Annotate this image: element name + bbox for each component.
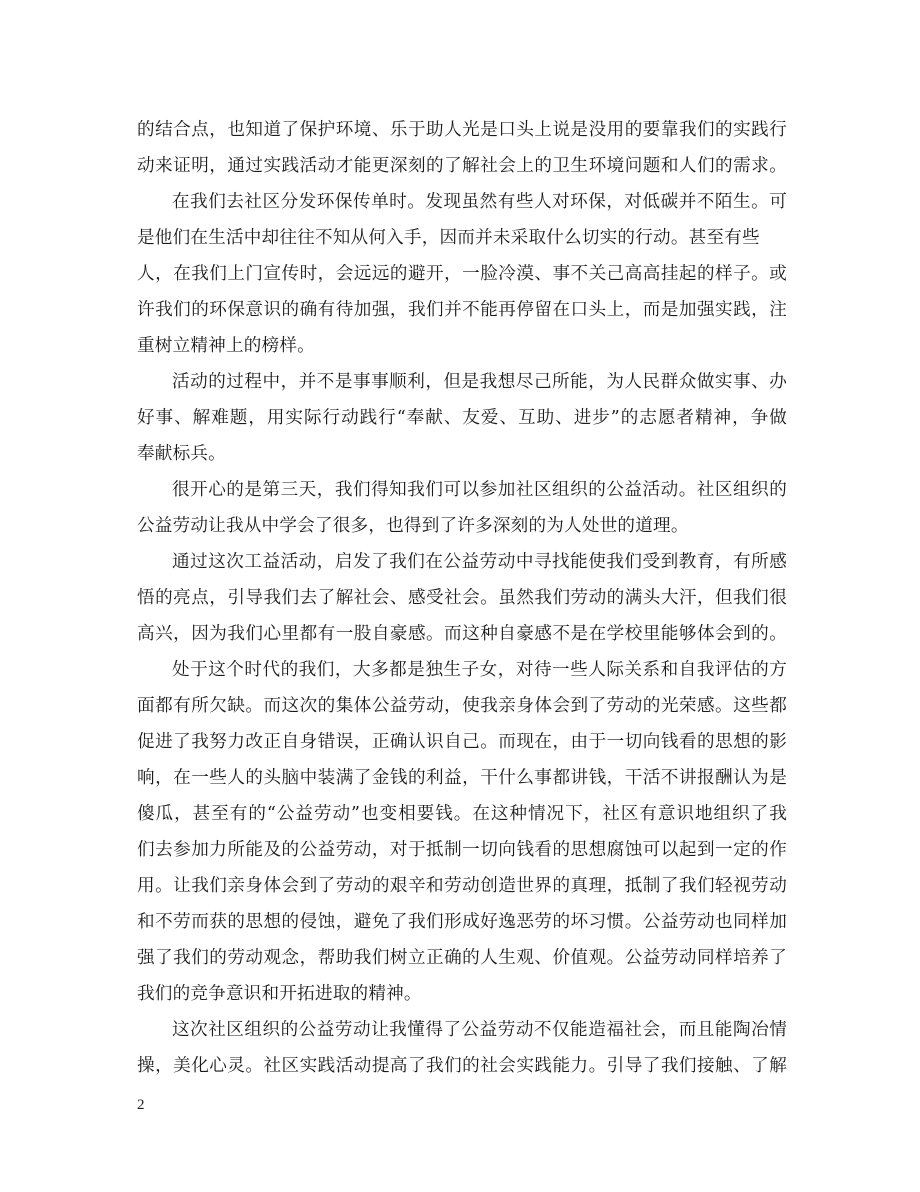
text-line: 动来证明，通过实践活动才能更深刻的了解社会上的卫生环境问题和人们的需求。	[137, 156, 787, 176]
paragraph-first-line: 在我们去社区分发环保传单时。发现虽然有些人对环保，对低碳并不陌生。可	[172, 192, 787, 212]
text-line: 高兴，因为我们心里都有一股自豪感。而这种自豪感不是在学校里能够体会到的。	[137, 624, 787, 644]
page-number: 2	[137, 1097, 145, 1113]
text-line: 面都有所欠缺。而这次的集体公益劳动，使我亲身体会到了劳动的光荣感。这些都	[137, 696, 787, 716]
text-line: 是他们在生活中却往往不知从何入手，因而并未采取什么切实的行动。甚至有些	[137, 228, 760, 248]
text-line: 和不劳而获的思想的侵蚀，避免了我们形成好逸恶劳的坏习惯。公益劳动也同样加	[137, 912, 787, 932]
text-line: 促进了我努力改正自身错误，正确认识自己。而现在，由于一切向钱看的思想的影	[137, 732, 787, 752]
paragraph-first-line: 这次社区组织的公益劳动让我懂得了公益劳动不仅能造福社会，而且能陶冶情	[172, 1020, 787, 1040]
text-line: 好事、解难题，用实际行动践行“奉献、友爱、互助、进步”的志愿者精神，争做	[137, 408, 787, 428]
paragraph-first-line: 活动的过程中，并不是事事顺利，但是我想尽己所能，为人民群众做实事、办	[172, 372, 787, 392]
text-line: 操，美化心灵。社区实践活动提高了我们的社会实践能力。引导了我们接触、了解	[137, 1056, 787, 1076]
text-line: 强了我们的劳动观念，帮助我们树立正确的人生观、价值观。公益劳动同样培养了	[137, 948, 787, 968]
text-line: 傻瓜，甚至有的“公益劳动”也变相要钱。在这种情况下，社区有意识地组织了我	[137, 804, 787, 824]
text-line: 公益劳动让我从中学会了很多，也得到了许多深刻的为人处世的道理。	[137, 516, 689, 536]
text-line: 人，在我们上门宣传时，会远远的避开，一脸冷漠、事不关己高高挂起的样子。或	[137, 264, 787, 284]
text-line: 们去参加力所能及的公益劳动，对于抵制一切向钱看的思想腐蚀可以起到一定的作	[137, 840, 787, 860]
text-line: 重树立精神上的榜样。	[137, 336, 315, 356]
paragraph-first-line: 很开心的是第三天，我们得知我们可以参加社区组织的公益活动。社区组织的	[172, 480, 787, 500]
text-line: 的结合点，也知道了保护环境、乐于助人光是口头上说是没用的要靠我们的实践行	[137, 120, 787, 140]
text-line: 我们的竞争意识和开拓进取的精神。	[137, 984, 422, 1004]
text-line: 响，在一些人的头脑中装满了金钱的利益，干什么事都讲钱，干活不讲报酬认为是	[137, 768, 787, 788]
text-line: 用。让我们亲身体会到了劳动的艰辛和劳动创造世界的真理，抵制了我们轻视劳动	[137, 876, 787, 896]
text-line: 悟的亮点，引导我们去了解社会、感受社会。虽然我们劳动的满头大汗，但我们很	[137, 588, 787, 608]
paragraph-first-line: 处于这个时代的我们，大多都是独生子女，对待一些人际关系和自我评估的方	[172, 660, 787, 680]
text-line: 奉献标兵。	[137, 444, 226, 464]
paragraph-first-line: 通过这次工益活动，启发了我们在公益劳动中寻找能使我们受到教育，有所感	[172, 552, 787, 572]
document-body	[137, 112, 787, 1084]
text-line: 许我们的环保意识的确有待加强，我们并不能再停留在口头上，而是加强实践，注	[137, 300, 787, 320]
